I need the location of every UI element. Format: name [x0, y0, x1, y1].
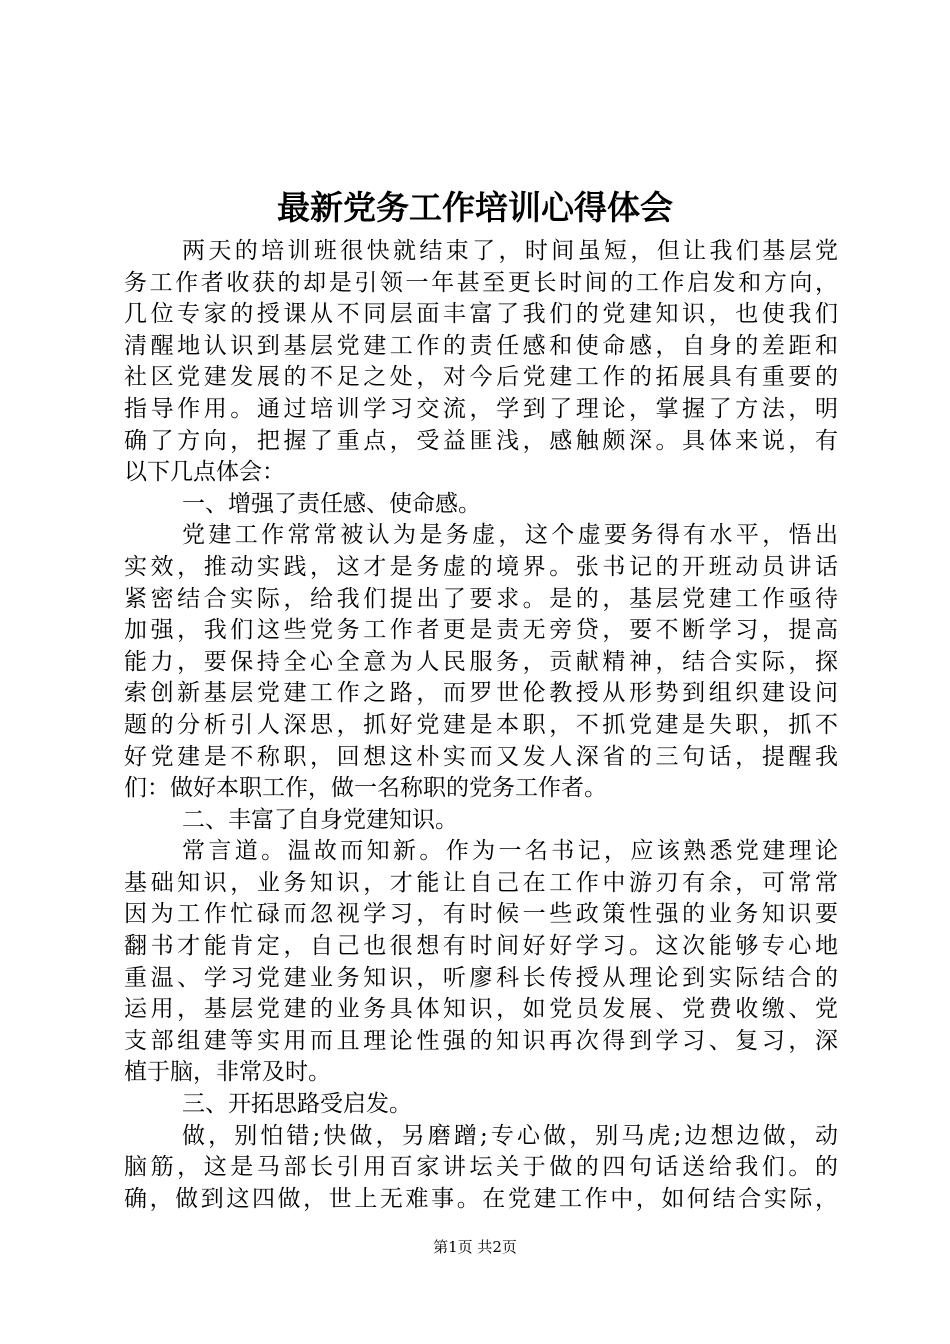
body-line: 常言道。温故而知新。作为一名书记，应该熟悉党建理论 [182, 838, 838, 865]
section-heading: 二、丰富了自身党建知识。 [182, 806, 458, 833]
body-line: 支部组建等实用而且理论性强的知识再次得到学习、复习，深 [124, 1027, 838, 1054]
body-line: 实效，推动实践，这才是务虚的境界。张书记的开班动员讲话 [124, 553, 838, 580]
body-line: 脑筋，这是马部长引用百家讲坛关于做的四句话送给我们。的 [124, 1154, 838, 1181]
body-line: 好党建是不称职，回想这朴实而又发人深省的三句话，提醒我 [124, 743, 838, 770]
body-line: 加强，我们这些党务工作者更是责无旁贷，要不断学习，提高 [124, 617, 838, 644]
body-line: 清醒地认识到基层党建工作的责任感和使命感，自身的差距和 [124, 332, 838, 359]
body-line: 务工作者收获的却是引领一年甚至更长时间的工作启发和方向， [124, 269, 838, 296]
body-line: 翻书才能肯定，自己也很想有时间好好学习。这次能够专心地 [124, 933, 838, 960]
body-line: 们：做好本职工作，做一名称职的党务工作者。 [124, 775, 607, 802]
body-line: 紧密结合实际，给我们提出了要求。是的，基层党建工作亟待 [124, 585, 838, 612]
body-line: 做，别怕错;快做，另磨蹭;专心做，别马虎;边想边做，动 [182, 1122, 838, 1149]
body-line: 两天的培训班很快就结束了，时间虽短，但让我们基层党 [182, 238, 838, 264]
body-line: 几位专家的授课从不同层面丰富了我们的党建知识，也使我们 [124, 301, 838, 328]
body-line: 党建工作常常被认为是务虚，这个虚要务得有水平，悟出 [182, 522, 838, 549]
body-line: 能力，要保持全心全意为人民服务，贡献精神，结合实际，探 [124, 648, 838, 675]
body-line: 以下几点体会： [124, 459, 285, 486]
body-line: 题的分析引人深思，抓好党建是本职，不抓党建是失职，抓不 [124, 711, 838, 738]
body-line: 确，做到这四做，世上无难事。在党建工作中，如何结合实际， [124, 1185, 838, 1212]
document-body [124, 236, 838, 1215]
body-line: 因为工作忙碌而忽视学习，有时候一些政策性强的业务知识要 [124, 901, 838, 928]
document-title: 最新党务工作培训心得体会 [277, 188, 673, 227]
body-line: 运用，基层党建的业务具体知识，如党员发展、党费收缴、党 [124, 996, 838, 1023]
page-number-footer: 第1页 共2页 [433, 1238, 517, 1256]
section-heading: 三、开拓思路受启发。 [182, 1091, 412, 1118]
body-line: 植于脑，非常及时。 [124, 1059, 331, 1086]
section-heading: 一、增强了责任感、使命感。 [182, 490, 481, 517]
body-line: 索创新基层党建工作之路，而罗世伦教授从形势到组织建设问 [124, 680, 838, 707]
body-line: 指导作用。通过培训学习交流，学到了理论，掌握了方法，明 [124, 395, 838, 422]
body-line: 基础知识，业务知识，才能让自己在工作中游刃有余，可常常 [124, 869, 838, 896]
body-line: 重温、学习党建业务知识，听廖科长传授从理论到实际结合的 [124, 964, 838, 991]
body-line: 社区党建发展的不足之处，对今后党建工作的拓展具有重要的 [124, 364, 838, 391]
body-line: 确了方向，把握了重点，受益匪浅，感触颇深。具体来说，有 [124, 427, 838, 454]
